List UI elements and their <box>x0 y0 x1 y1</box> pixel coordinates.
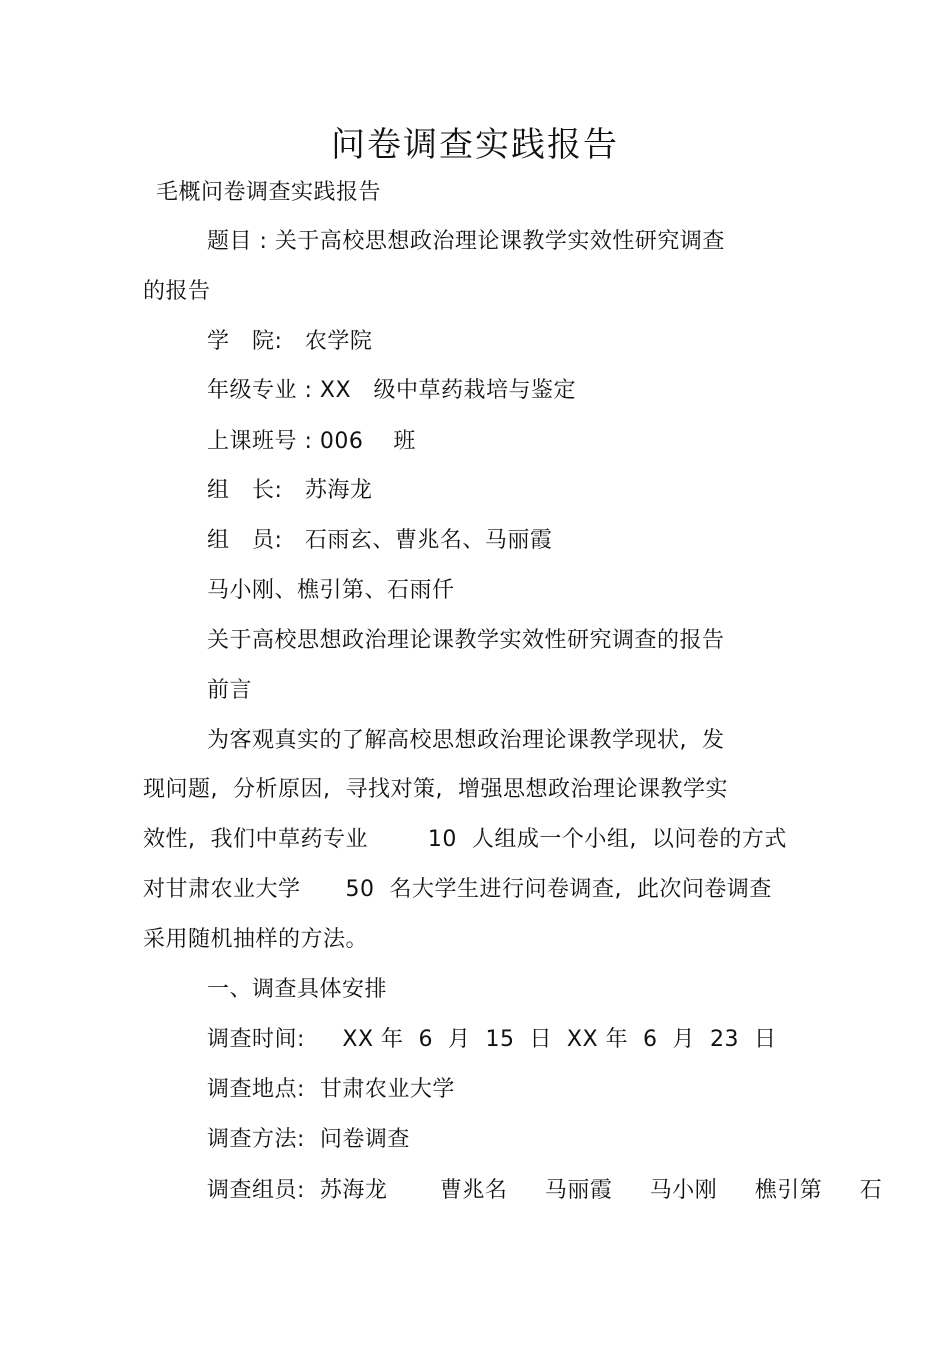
survey-time: 调查时间: XX 年 6 月 15 日 XX 年 6 月 23 日 <box>207 1027 777 1052</box>
topic-line-2: 的报告 <box>143 279 211 304</box>
survey-members: 调查组员: 苏海龙 曹兆名 马丽霞 马小刚 樵引第 石 <box>207 1178 883 1203</box>
preface-heading: 前言 <box>207 678 253 703</box>
section-1-heading: 一、调查具体安排 <box>207 977 388 1002</box>
preface-line: 采用随机抽样的方法。 <box>143 927 369 952</box>
subtitle: 毛概问卷调查实践报告 <box>156 180 382 205</box>
class-number-field: 上课班号 : 006 班 <box>207 429 416 454</box>
group-members-line-1: 组 员: 石雨玄、曹兆名、马丽霞 <box>207 528 553 553</box>
preface-line: 效性, 我们中草药专业 10 人组成一个小组, 以问卷的方式 <box>143 827 787 852</box>
preface-line: 现问题, 分析原因, 寻找对策, 增强思想政治理论课教学实 <box>143 777 728 802</box>
survey-method: 调查方法: 问卷调查 <box>207 1127 410 1152</box>
preface-line: 对甘肃农业大学 50 名大学生进行问卷调查, 此次问卷调查 <box>143 877 772 902</box>
group-leader-field: 组 长: 苏海龙 <box>207 478 373 503</box>
topic-line-1: 题目 : 关于高校思想政治理论课教学实效性研究调查 <box>207 229 725 254</box>
grade-major-field: 年级专业 : XX 级中草药栽培与鉴定 <box>207 378 577 403</box>
group-members-line-2: 马小刚、樵引第、石雨仟 <box>207 578 455 603</box>
college-field: 学 院: 农学院 <box>207 329 373 354</box>
survey-place: 调查地点: 甘肃农业大学 <box>207 1077 455 1102</box>
report-heading: 关于高校思想政治理论课教学实效性研究调查的报告 <box>207 628 725 653</box>
preface-line: 为客观真实的了解高校思想政治理论课教学现状, 发 <box>207 728 725 753</box>
document-title: 问卷调查实践报告 <box>331 125 619 165</box>
